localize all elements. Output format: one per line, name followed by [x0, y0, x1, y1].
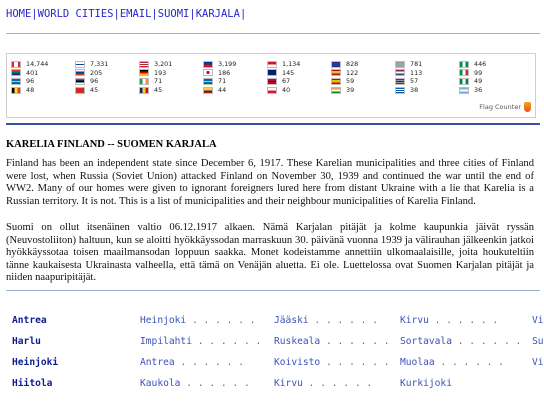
country-flag-icon	[75, 69, 85, 76]
flag-counter-cell	[11, 69, 75, 77]
country-flag-icon	[139, 78, 149, 85]
country-flag-icon	[203, 61, 213, 68]
neighbour-name: Muolaa	[400, 357, 435, 368]
visitor-count: 57	[410, 77, 419, 86]
flag-counter-cell	[267, 86, 331, 94]
dot-leader: . . . . . .	[320, 336, 390, 347]
visitor-count: 145	[282, 68, 295, 77]
country-flag-icon	[459, 69, 469, 76]
country-flag-icon	[203, 69, 213, 76]
neighbour-name: Heinjoki	[140, 315, 187, 326]
neighbour-municipality-link[interactable]	[400, 315, 498, 326]
neighbour-name: Vi	[532, 357, 544, 368]
flag-counter-brand[interactable]	[479, 102, 531, 112]
nav-separator: |	[151, 8, 158, 20]
flag-counter-cell	[139, 69, 203, 77]
flag-counter-cell	[11, 77, 75, 85]
country-flag-icon	[11, 69, 21, 76]
neighbour-name: Kirvu	[400, 315, 429, 326]
visitor-count: 99	[474, 68, 483, 77]
visitor-count: 1,134	[282, 60, 301, 69]
divider	[6, 123, 540, 125]
flag-counter-cell	[267, 60, 331, 68]
visitor-count: 45	[90, 86, 99, 95]
neighbour-name: Jääski	[274, 315, 309, 326]
flag-counter-cell	[331, 86, 395, 94]
flag-counter-cell	[75, 86, 139, 94]
flag-counter-cell	[331, 69, 395, 77]
visitor-count: 48	[26, 86, 35, 95]
neighbour-name: Impilahti	[140, 336, 192, 347]
country-flag-icon	[267, 78, 277, 85]
visitor-count: 446	[474, 60, 487, 69]
country-flag-icon	[11, 61, 21, 68]
nav-world-cities-link[interactable]: WORLD CITIES	[37, 8, 114, 20]
neighbour-municipality-link[interactable]	[140, 357, 244, 368]
visitor-count: 122	[346, 68, 359, 77]
country-flag-icon	[75, 61, 85, 68]
visitor-count: 113	[410, 68, 423, 77]
country-flag-icon	[11, 87, 21, 94]
dot-leader: . . . . . .	[186, 315, 256, 326]
neighbour-municipality-link[interactable]	[274, 336, 390, 347]
nav-separator: |	[113, 8, 120, 20]
country-flag-icon	[331, 78, 341, 85]
visitor-count: 401	[26, 68, 39, 77]
flag-counter-cell	[203, 60, 267, 68]
country-flag-icon	[203, 78, 213, 85]
nav-separator: |	[31, 8, 38, 20]
dot-leader: . . . . . .	[302, 378, 373, 389]
visitor-count: 45	[154, 86, 163, 95]
visitor-count: 96	[26, 77, 35, 86]
flag-counter-cell	[395, 86, 459, 94]
visitor-count: 186	[218, 68, 231, 77]
neighbour-municipality-link[interactable]	[532, 315, 544, 326]
flag-counter-cell	[459, 77, 523, 85]
nav-home-link[interactable]: HOME	[6, 8, 32, 20]
flag-counter-cell	[139, 77, 203, 85]
flag-counter-label: Flag Counter	[479, 103, 521, 111]
flag-counter-cell	[331, 60, 395, 68]
flag-counter-cell	[459, 86, 523, 94]
flag-counter-cell	[139, 86, 203, 94]
visitor-count: 14,744	[26, 60, 49, 69]
visitor-count: 38	[410, 86, 419, 95]
municipality-name[interactable]: Hiitola	[12, 378, 53, 389]
flag-counter-cell	[395, 69, 459, 77]
flag-counter-widget[interactable]	[6, 53, 536, 118]
neighbour-name: Ruskeala	[274, 336, 321, 347]
intro-paragraph-english: Finland has been an independent state since December 6, 1917. These Karelian municipalities and three cities of Finland were lost, when Russia (Soviet Union) attacked Finland on November 30, 1939 and continued the war until the end of WW2. Many of our homes were given to ignorant foreigners lured here from distant Ukraine with a lie that Karelia is a Russian territory. It is not. This is a list of municipalities and their neighbour municipalities of Karelia Finland.	[6, 158, 534, 207]
flag-counter-row	[11, 69, 523, 78]
flag-counter-cell	[459, 60, 523, 68]
neighbour-municipality-link[interactable]	[400, 357, 504, 368]
country-flag-icon	[267, 61, 277, 68]
country-flag-icon	[75, 78, 85, 85]
visitor-count: 44	[218, 86, 227, 95]
visitor-count: 36	[474, 86, 483, 95]
municipality-name[interactable]: Antrea	[12, 315, 47, 326]
neighbour-name: Kaukola	[140, 378, 181, 389]
country-flag-icon	[11, 78, 21, 85]
visitor-count: 71	[154, 77, 163, 86]
country-flag-icon	[395, 78, 405, 85]
flag-counter-row	[11, 60, 523, 69]
country-flag-icon	[331, 87, 341, 94]
neighbour-name: Koivisto	[274, 357, 321, 368]
municipality-name[interactable]: Harlu	[12, 336, 41, 347]
dot-leader: . . . . . .	[180, 378, 250, 389]
visitor-count: 828	[346, 60, 359, 69]
divider	[6, 290, 540, 291]
visitor-count: 781	[410, 60, 423, 69]
flag-counter-cell	[267, 77, 331, 85]
flag-counter-cell	[395, 60, 459, 68]
country-flag-icon	[139, 87, 149, 94]
neighbour-municipality-link[interactable]	[140, 336, 261, 347]
page-title: KARELIA FINLAND -- SUOMEN KARJALA	[6, 139, 217, 150]
visitor-count: 71	[218, 77, 227, 86]
flag-counter-logo-icon	[524, 102, 531, 112]
visitor-count: 40	[282, 86, 291, 95]
neighbour-municipality-link[interactable]	[400, 378, 452, 389]
flag-counter-cell	[331, 77, 395, 85]
dot-leader: . . . . . .	[308, 315, 378, 326]
municipality-name[interactable]: Heinjoki	[12, 357, 59, 368]
dot-leader: . . . . . .	[320, 357, 390, 368]
country-flag-icon	[75, 87, 85, 94]
dot-leader: . . . . . .	[434, 357, 504, 368]
visitor-count: 193	[154, 68, 167, 77]
visitor-count: 39	[346, 86, 355, 95]
dot-leader: . . . . . .	[191, 336, 262, 347]
dot-leader: . . . . . .	[451, 336, 522, 347]
country-flag-icon	[139, 69, 149, 76]
neighbour-municipality-link[interactable]	[140, 315, 256, 326]
country-flag-icon	[395, 61, 405, 68]
flag-counter-cell	[395, 77, 459, 85]
flag-counter-cell	[267, 69, 331, 77]
country-flag-icon	[395, 69, 405, 76]
flag-counter-cell	[75, 60, 139, 68]
flag-counter-cell	[75, 77, 139, 85]
visitor-count: 3,201	[154, 60, 173, 69]
neighbour-name: Antrea	[140, 357, 175, 368]
flag-counter-cell	[203, 69, 267, 77]
country-flag-icon	[139, 61, 149, 68]
neighbour-municipality-link[interactable]	[400, 336, 521, 347]
nav-separator: |	[239, 8, 247, 20]
flag-counter-table	[11, 60, 523, 94]
nav-karjala-link[interactable]: KARJALA	[195, 8, 240, 20]
neighbour-name: Kirvu	[274, 378, 303, 389]
flag-counter-row	[11, 77, 523, 86]
country-flag-icon	[459, 61, 469, 68]
neighbour-name: Vi	[532, 315, 544, 326]
visitor-count: 3,199	[218, 60, 237, 69]
visitor-count: 205	[90, 68, 103, 77]
top-navigation	[6, 8, 246, 20]
neighbour-municipality-link[interactable]	[532, 357, 544, 368]
neighbour-name: Sortavala	[400, 336, 452, 347]
flag-counter-cell	[11, 60, 75, 68]
neighbour-municipality-link[interactable]	[274, 357, 390, 368]
nav-email-link[interactable]: EMAIL	[119, 8, 152, 20]
country-flag-icon	[331, 69, 341, 76]
country-flag-icon	[331, 61, 341, 68]
divider	[6, 33, 540, 34]
neighbour-municipality-link[interactable]	[532, 336, 544, 347]
flag-counter-cell	[203, 77, 267, 85]
visitor-count: 49	[474, 77, 483, 86]
country-flag-icon	[459, 87, 469, 94]
nav-separator: |	[189, 8, 196, 20]
neighbour-name: Kurkijoki	[400, 378, 452, 389]
visitor-count: 7,331	[90, 60, 109, 69]
country-flag-icon	[203, 87, 213, 94]
nav-suomi-link[interactable]: SUOMI	[157, 8, 190, 20]
dot-leader: . . . . . .	[174, 357, 244, 368]
flag-counter-cell	[203, 86, 267, 94]
country-flag-icon	[267, 69, 277, 76]
country-flag-icon	[459, 78, 469, 85]
neighbour-name: Su	[532, 336, 544, 347]
neighbour-municipality-link[interactable]	[274, 315, 378, 326]
visitor-count: 67	[282, 77, 291, 86]
flag-counter-cell	[459, 69, 523, 77]
visitor-count: 96	[90, 77, 99, 86]
flag-counter-cell	[139, 60, 203, 68]
flag-counter-cell	[75, 69, 139, 77]
country-flag-icon	[395, 87, 405, 94]
neighbour-municipality-link[interactable]	[274, 378, 372, 389]
flag-counter-row	[11, 86, 523, 95]
neighbour-municipality-link[interactable]	[140, 378, 250, 389]
visitor-count: 59	[346, 77, 355, 86]
dot-leader: . . . . . .	[428, 315, 499, 326]
intro-paragraph-finnish: Suomi on ollut itsenäinen valtio 06.12.1917 alkaen. Nämä Karjalan pitäjät ja kolme kaupunkia jäivät ryssän (Neuvostoliiton) haltuun, kun se aloitti hyökkäyssodan marraskuun 30. päivänä vuonna 1939 ja välirauhan jälkeenkin jatkoi hyökkäyssotaa toisen maailmansodan loppuun saakka. Monet kodeistamme annettiin ulkomaalaisille, joita houkuteltiin tänne kaukaisesta Ukrainasta valheella, että tämä on Venäjän aluetta. Ei ole. Luettelossa ovat Suomen Karjalan pitäjät ja niiden naapuripitäjät.	[6, 222, 534, 284]
flag-counter-cell	[11, 86, 75, 94]
country-flag-icon	[267, 87, 277, 94]
